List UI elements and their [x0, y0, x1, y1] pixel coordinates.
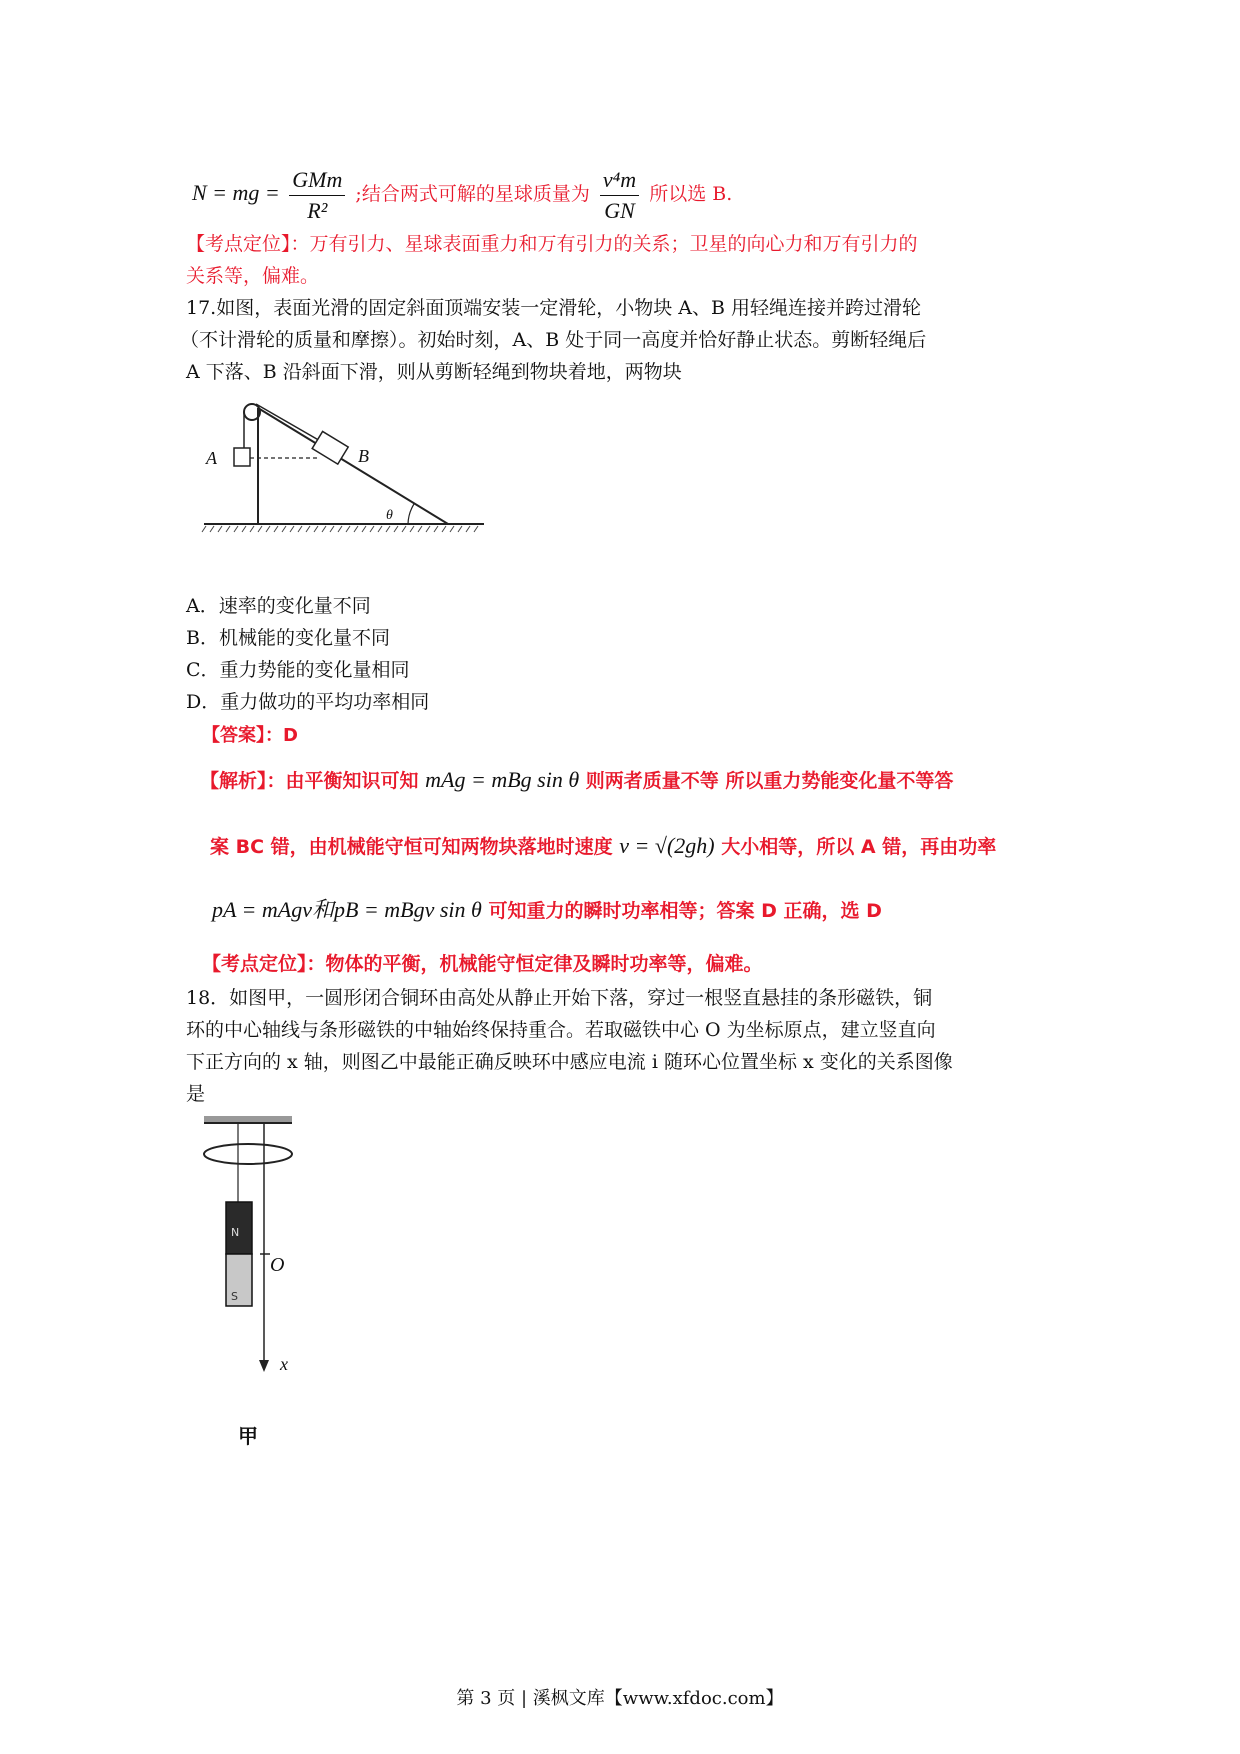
figure-caption-jia: 甲: [238, 1424, 258, 1448]
kaodian-1-line2: 关系等，偏难。: [186, 265, 320, 287]
analysis-formula: pA = mAgv和pB = mBgv sin θ: [212, 897, 482, 922]
q17-answer: 【答案】：D: [202, 725, 298, 746]
formula-mid-text: ;结合两式可解的星球质量为: [355, 183, 590, 205]
axis-origin-label: O: [270, 1254, 285, 1276]
q17-option-c: C．重力势能的变化量相同: [186, 659, 410, 681]
analysis-text: 大小相等，所以 A 错，再由功率: [721, 836, 997, 858]
fraction-v4m-gn: [600, 167, 639, 224]
q17-analysis-line2: [210, 830, 996, 863]
axis-x-label: x: [280, 1354, 288, 1374]
q17-option-d: D．重力做功的平均功率相同: [186, 691, 430, 713]
q17-option-b: B．机械能的变化量不同: [186, 627, 390, 649]
q18-line1: 18．如图甲，一圆形闭合铜环由高处从静止开始下落，穿过一根竖直悬挂的条形磁铁，铜: [186, 987, 933, 1009]
q17-kaodian: 【考点定位】：物体的平衡，机械能守恒定律及瞬时功率等，偏难。: [202, 953, 763, 975]
incline-pulley-diagram: [196, 396, 496, 546]
diagram-label-a: A: [206, 448, 217, 468]
fraction-gmm-r2: [289, 167, 345, 224]
fraction-numerator: GMm: [289, 167, 345, 196]
kaodian-1-line1: 【考点定位】：万有引力、星球表面重力和万有引力的关系；卫星的向心力和万有引力的: [186, 233, 918, 255]
formula-lhs: N = mg =: [192, 180, 286, 205]
q18-line3: 下正方向的 x 轴，则图乙中最能正确反映环中感应电流 i 随环心位置坐标 x 变化的关系图像: [186, 1051, 953, 1073]
diagram-label-theta: θ: [386, 508, 393, 523]
formula-tail-text: 所以选 B.: [649, 183, 733, 205]
q17-analysis-line3: [212, 894, 882, 927]
fraction-denominator: GN: [604, 197, 635, 223]
q17-line1: 17.如图，表面光滑的固定斜面顶端安装一定滑轮，小物块 A、B 用轻绳连接并跨过滑轮: [186, 297, 921, 319]
q18-line4: 是: [186, 1083, 206, 1105]
analysis-text: 案 BC 错，由机械能守恒可知两物块落地时速度: [210, 836, 613, 858]
q17-analysis-line1: [200, 764, 953, 797]
analysis-formula: mAg = mBg sin θ: [425, 767, 580, 792]
top-formula: [192, 160, 732, 226]
analysis-text: 则两者质量不等 所以重力势能变化量不等答: [585, 770, 954, 792]
ring-magnet-diagram: [196, 1114, 316, 1384]
analysis-formula: v = √(2gh): [619, 833, 715, 858]
diagram-label-b: B: [358, 446, 369, 466]
page-footer: 第 3 页 | 溪枫文库【www.xfdoc.com】: [456, 1688, 784, 1709]
analysis-text: 【解析】：由平衡知识可知: [200, 770, 419, 792]
q17-option-a: A．速率的变化量不同: [186, 595, 371, 617]
q17-line3: A 下落、B 沿斜面下滑，则从剪断轻绳到物块着地，两物块: [186, 361, 682, 383]
analysis-text: 可知重力的瞬时功率相等；答案 D 正确，选 D: [488, 900, 882, 922]
magnet-label-n: N: [231, 1226, 240, 1239]
q17-line2: （不计滑轮的质量和摩擦）。初始时刻，A、B 处于同一高度并恰好静止状态。剪断轻绳后: [180, 329, 927, 351]
fraction-denominator: R²: [307, 197, 328, 223]
magnet-label-s: S: [231, 1290, 238, 1303]
q18-line2: 环的中心轴线与条形磁铁的中轴始终保持重合。若取磁铁中心 O 为坐标原点，建立竖直向: [186, 1019, 936, 1041]
fraction-numerator: v⁴m: [600, 167, 639, 196]
